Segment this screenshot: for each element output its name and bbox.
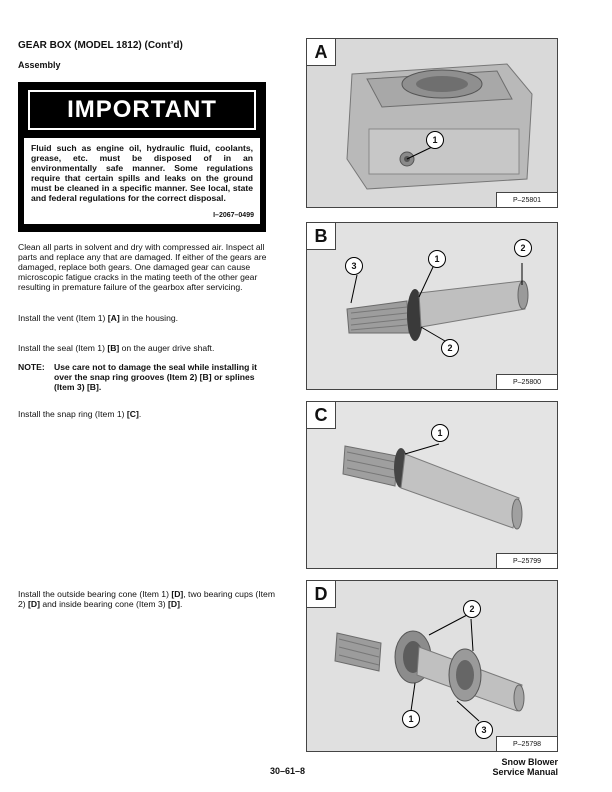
bearing-text-1: Install the outside bearing cone (Item 1) [18,589,172,599]
snap-text: Install the snap ring (Item 1) [18,409,127,419]
vent-text: Install the vent (Item 1) [18,313,108,323]
bearing-text-4: . [179,599,183,609]
note-label: NOTE: [18,362,45,372]
snap-text-end: . [138,409,142,419]
snap-ring-instruction [18,409,276,419]
seal-instruction [18,343,276,353]
bearing-text-2: , two bearing cups (Item 2) [18,589,275,609]
clean-instruction: Clean all parts in solvent and dry with compressed air. Inspect all parts and replace any that are damaged. If either of the gears are damaged, replace both gears. One damaged gear can cause microscopic fatigue cracks in the mating teeth of the other gear resulting in premature failure of the gearbox after servicing. [18,242,267,292]
bearing-ref-2: [D] [28,599,40,609]
seal-text-end: on the auger drive shaft. [119,343,215,353]
bearing-ref-3: [D] [168,599,180,609]
figure-d-callout-2: 2 [463,600,481,618]
figure-d [306,580,558,752]
figure-c [306,401,558,569]
manual-title-line-1: Snow Blower [501,757,558,767]
manual-title-line-2: Service Manual [492,767,558,777]
figure-c-callout-1: 1 [431,424,449,442]
bearing-instruction [18,589,276,609]
figure-b-callout-2-top: 2 [514,239,532,257]
note [18,362,276,394]
important-text: Fluid such as engine oil, hydraulic fluid, coolants, grease, etc. must be disposed of in an environmentally safe manner. Some regulations require that certain spills and leaks on the ground must be cleaned in a specific manner. See local, state and federal regulations for the correct disposal. [31,143,253,203]
figure-b-code: P–25800 [496,374,557,389]
figure-b-letter: B [307,223,336,250]
figure-a-code: P–25801 [496,192,557,207]
important-code: I–2067–0499 [213,212,254,219]
seal-figure-ref: [B] [107,343,120,353]
important-notice [18,82,266,232]
manual-title [492,757,558,777]
figure-a [306,38,558,208]
bearing-text-3: and inside bearing cone (Item 3) [39,599,168,609]
vent-instruction [18,313,276,323]
note-text: Use care not to damage the seal while installing it over the snap ring grooves (Item 2) [B] or splines (Item 3) [B]. [54,362,257,392]
figure-d-callout-1: 1 [402,710,420,728]
figure-c-code: P–25799 [496,553,557,568]
figure-b-callout-3: 3 [345,257,363,275]
figure-d-code: P–25798 [496,736,557,751]
bearing-shaft-photo [307,581,558,752]
vent-figure-ref: [A] [107,313,120,323]
seal-text: Install the seal (Item 1) [18,343,108,353]
page-number: 30–61–8 [270,766,306,776]
vent-text-end: in the housing. [119,313,179,323]
figure-a-letter: A [307,39,336,66]
important-body [24,138,260,224]
figure-d-callout-3: 3 [475,721,493,739]
snap-figure-ref: [C] [126,409,139,419]
page-title: GEAR BOX (MODEL 1812) (Cont’d) [18,40,183,51]
figure-b-callout-2-bottom: 2 [441,339,459,357]
figure-a-callout-1: 1 [426,131,444,149]
section-subtitle: Assembly [18,60,61,70]
figure-b-callout-1: 1 [428,250,446,268]
figure-d-letter: D [307,581,336,608]
figure-b [306,222,558,390]
important-heading: IMPORTANT [28,90,256,130]
bearing-ref-1: [D] [171,589,184,599]
figure-c-letter: C [307,402,336,429]
gearbox-housing-photo [307,39,558,208]
